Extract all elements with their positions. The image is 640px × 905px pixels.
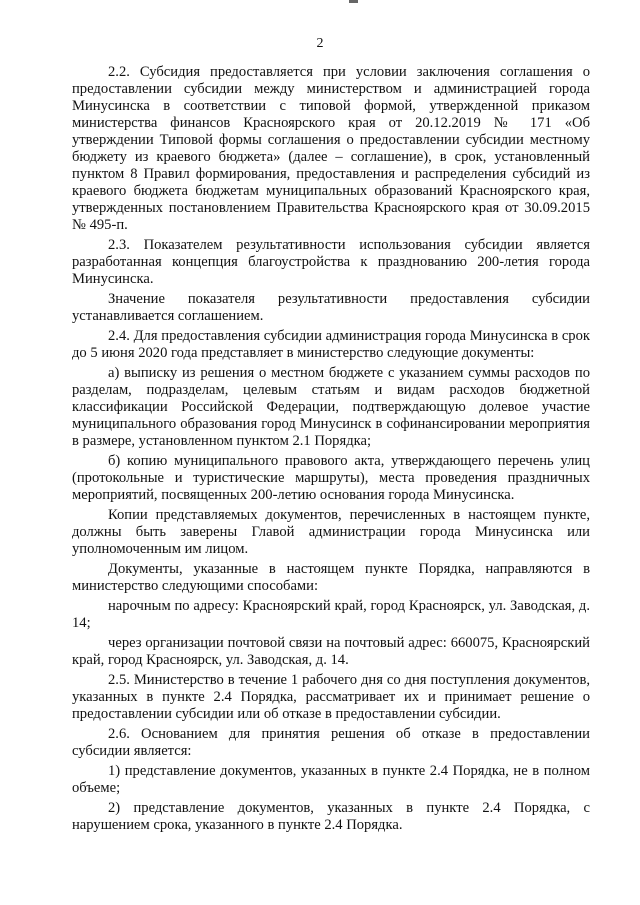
paragraph-2-6-2: 2) представление документов, указанных в пункте 2.4 Порядка, с нарушением срока, указанного в пункте 2.4 Порядка. <box>72 800 590 833</box>
document-body <box>72 64 590 834</box>
paragraph-copies: Копии представляемых документов, перечисленных в настоящем пункте, должны быть заверены Главой администрации города Минусинска или уполномоченным им лицом. <box>72 507 590 557</box>
paragraph-2-4: 2.4. Для предоставления субсидии администрация города Минусинска в срок до 5 июня 2020 года представляет в министерство следующие документы: <box>72 328 590 361</box>
paragraph-2-4-b: б) копию муниципального правового акта, утверждающего перечень улиц (протокольные и туристические маршруты), места проведения праздничных мероприятий, посвященных 200-летию основания города Минусинска. <box>72 453 590 503</box>
paragraph-2-6: 2.6. Основанием для принятия решения об отказе в предоставлении субсидии является: <box>72 726 590 759</box>
paragraph-2-2: 2.2. Субсидия предоставляется при условии заключения соглашения о предоставлении субсидии между министерством и администрацией города Минусинска в соответствии с типовой формой, утвержденной приказом министерства финансов Красноярского края от 20.12.2019 № 171 «Об утверждении Типовой формы соглашения о предоставлении субсидии местному бюджету из краевого бюджета» (далее – соглашение), в срок, установленный пунктом 8 Правил формирования, предоставления и распределения субсидий из краевого бюджета бюджетам муниципальных образований Красноярского края, утвержденных постановлением Правительства Красноярского края от 30.09.2015 № 495-п. <box>72 64 590 233</box>
paragraph-2-4-a: а) выписку из решения о местном бюджете с указанием суммы расходов по разделам, подразделам, целевым статьям и видам расходов бюджетной классификации Российской Федерации, подтверждающую долевое участие муниципального образования город Минусинск в софинансировании мероприятия в размере, установленном пунктом 2.1 Порядка; <box>72 365 590 449</box>
paragraph-delivery-post: через организации почтовой связи на почтовый адрес: 660075, Красноярский край, город Красноярск, ул. Заводская, д. 14. <box>72 635 590 668</box>
paragraph-delivery: Документы, указанные в настоящем пункте Порядка, направляются в министерство следующими способами: <box>72 561 590 594</box>
paragraph-indicator-value: Значение показателя результативности предоставления субсидии устанавливается соглашением. <box>72 291 590 324</box>
paragraph-delivery-courier: нарочным по адресу: Красноярский край, город Красноярск, ул. Заводская, д. 14; <box>72 598 590 631</box>
paragraph-2-6-1: 1) представление документов, указанных в пункте 2.4 Порядка, не в полном объеме; <box>72 763 590 796</box>
paragraph-2-3: 2.3. Показателем результативности использования субсидии является разработанная концепция благоустройства к празднованию 200-летия города Минусинска. <box>72 237 590 287</box>
paragraph-2-5: 2.5. Министерство в течение 1 рабочего дня со дня поступления документов, указанных в пункте 2.4 Порядка, рассматривает их и принимает решение о предоставлении субсидии или об отказе в предоставлении субсидии. <box>72 672 590 722</box>
page-number: 2 <box>316 36 324 51</box>
scan-artifact <box>349 0 358 3</box>
